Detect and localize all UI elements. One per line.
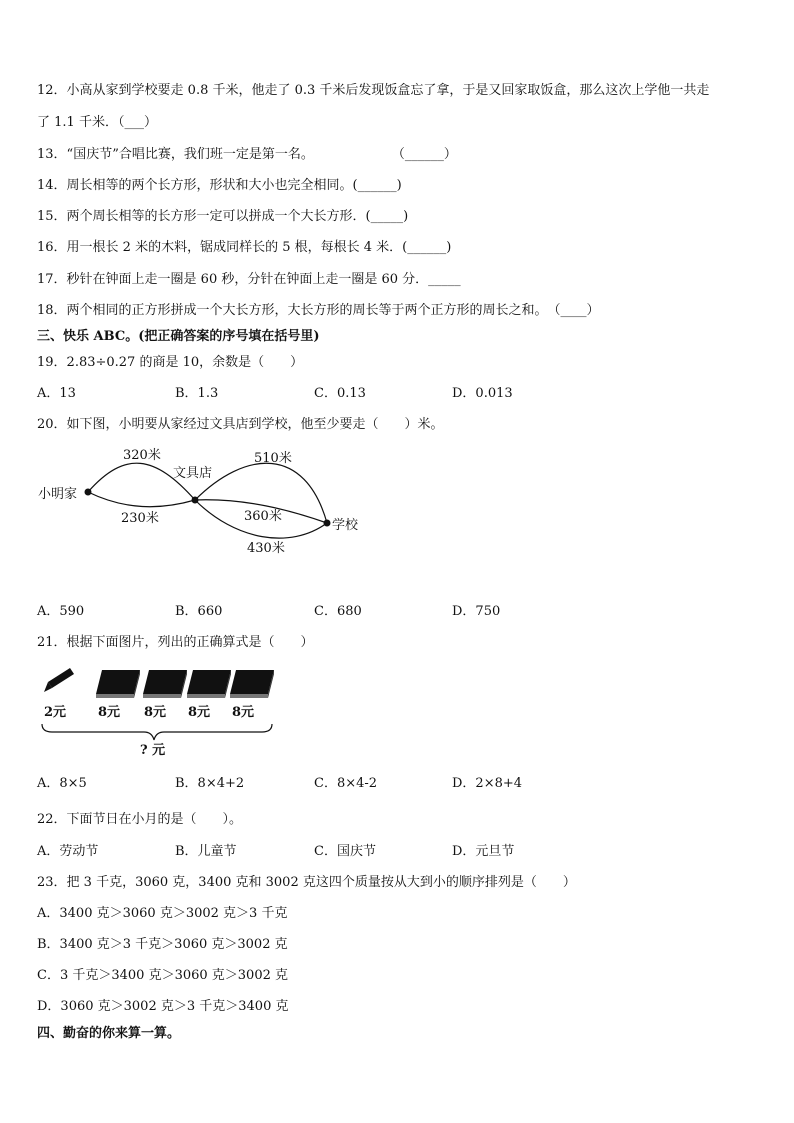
q20-option-b[interactable]: B．660	[175, 604, 223, 619]
q19-option-a[interactable]: A．13	[37, 386, 76, 401]
book-price-3: 8元	[188, 705, 211, 720]
distance-230-label: 230米	[121, 511, 159, 526]
total-price: ? 元	[140, 743, 166, 758]
q21-stem: 21．根据下面图片，列出的正确算式是（ ）	[37, 635, 314, 650]
distance-510-label: 510米	[254, 451, 292, 466]
distance-430-label: 430米	[247, 541, 285, 556]
q20-option-a[interactable]: A．590	[37, 604, 85, 619]
q15-text: 15．两个周长相等的长方形一定可以拼成一个大长方形．(_____)	[37, 209, 409, 224]
book-icon-4	[230, 670, 274, 698]
book-icon-2	[143, 670, 187, 698]
book-price-2: 8元	[144, 705, 167, 720]
q22-option-b[interactable]: B．儿童节	[175, 844, 237, 859]
school-point	[324, 520, 331, 527]
total-brace	[42, 724, 272, 740]
q20-option-c[interactable]: C．680	[314, 604, 362, 619]
q12-line2: 了 1.1 千米．（___）	[37, 115, 157, 130]
school-label: 学校	[332, 518, 359, 533]
section-3-heading: 三、快乐 ABC。(把正确答案的序号填在括号里)	[37, 329, 320, 344]
distance-320-label: 320米	[123, 448, 161, 463]
q12-line1: 12．小高从家到学校要走 0.8 千米，他走了 0.3 千米后发现饭盒忘了拿，于是又回家取饭盒，那么这次上学他一共走	[37, 83, 710, 98]
q16-text: 16．用一根长 2 米的木料，锯成同样长的 5 根，每根长 4 米．(______)	[37, 240, 452, 255]
q20-option-d[interactable]: D．750	[452, 604, 501, 619]
q23-option-d[interactable]: D．3060 克＞3002 克＞3 千克＞3400 克	[37, 999, 289, 1014]
q23-stem: 23．把 3 千克，3060 克，3400 克和 3002 克这四个质量按从大到小的顺序排列是（ ）	[37, 875, 576, 890]
route-diagram	[30, 440, 370, 565]
q22-option-c[interactable]: C．国庆节	[314, 844, 376, 859]
q23-option-a[interactable]: A．3400 克＞3060 克＞3002 克＞3 千克	[37, 906, 288, 921]
book-icon-1	[96, 670, 140, 698]
q19-option-d[interactable]: D．0.013	[452, 386, 513, 401]
book-icon-3	[187, 670, 231, 698]
book-price-1: 8元	[98, 705, 121, 720]
q22-option-d[interactable]: D．元旦节	[452, 844, 515, 859]
q23-option-b[interactable]: B．3400 克＞3 千克＞3060 克＞3002 克	[37, 937, 288, 952]
q21-option-b[interactable]: B．8×4+2	[175, 776, 245, 791]
q19-option-b[interactable]: B．1.3	[175, 386, 219, 401]
q21-option-c[interactable]: C．8×4-2	[314, 776, 378, 791]
price-picture	[36, 660, 276, 760]
store-point	[192, 497, 199, 504]
q21-option-a[interactable]: A．8×5	[37, 776, 87, 791]
q14-text: 14．周长相等的两个长方形，形状和大小也完全相同。(______)	[37, 178, 402, 193]
pen-price: 2元	[44, 705, 67, 720]
route-230	[88, 492, 195, 507]
q22-option-a[interactable]: A．劳动节	[37, 844, 99, 859]
q23-option-c[interactable]: C．3 千克＞3400 克＞3060 克＞3002 克	[37, 968, 288, 983]
pen-icon	[44, 668, 74, 692]
q20-stem: 20．如下图，小明要从家经过文具店到学校，他至少要走（ ）米。	[37, 417, 444, 432]
home-point	[85, 489, 92, 496]
section-4-heading: 四、勤奋的你来算一算。	[37, 1026, 181, 1041]
q21-option-d[interactable]: D．2×8+4	[452, 776, 523, 791]
q19-stem: 19．2.83÷0.27 的商是 10，余数是（ ）	[37, 355, 304, 370]
q22-stem: 22．下面节日在小月的是（ ）。	[37, 812, 243, 827]
q13-text: 13．“国庆节”合唱比赛，我们班一定是第一名。 （______）	[37, 147, 457, 162]
q18-text: 18．两个相同的正方形拼成一个大长方形，大长方形的周长等于两个正方形的周长之和。 （____）	[37, 303, 600, 318]
store-label: 文具店	[173, 466, 213, 481]
q19-option-c[interactable]: C．0.13	[314, 386, 366, 401]
distance-360-label: 360米	[244, 509, 282, 524]
home-label: 小明家	[38, 487, 78, 502]
q17-text: 17．秒针在钟面上走一圈是 60 秒，分针在钟面上走一圈是 60 分．_____	[37, 272, 461, 287]
book-price-4: 8元	[232, 705, 255, 720]
